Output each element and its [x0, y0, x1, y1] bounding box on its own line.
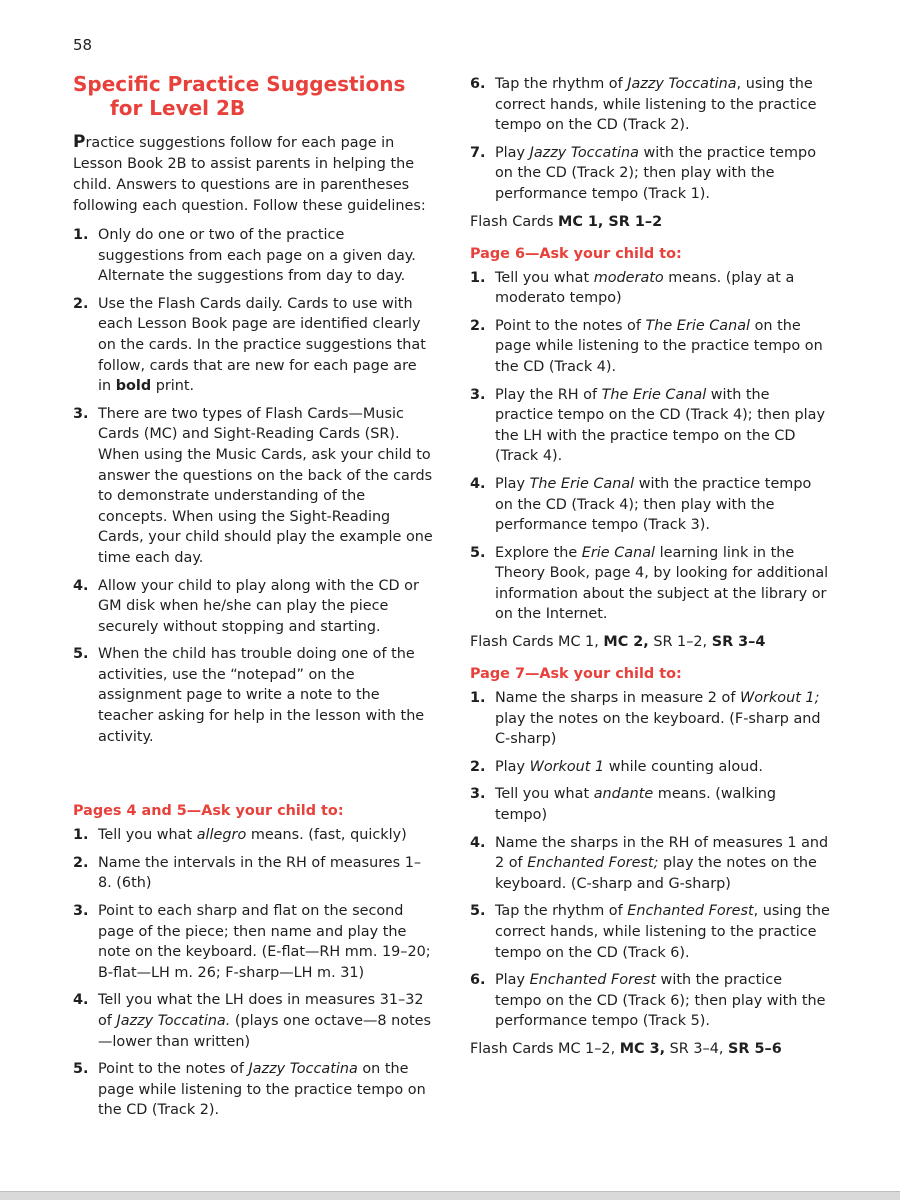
list-item — [470, 901, 830, 963]
page-7-list — [470, 688, 830, 1032]
item-text: learning link in the Theory Book, page 4, by looking for additional information about the subject at the library or on the Internet. — [495, 544, 829, 623]
item-text: on the page while listening to the practice tempo on the CD (Track 4). — [495, 317, 823, 375]
item-text: Point to each sharp and flat on the second page of the piece; then name and play the note on the keyboard. (E-flat—RH mm. 19–20; B-flat—LH m. 26; F-sharp—LH m. 31) — [98, 903, 431, 981]
list-item — [73, 1059, 433, 1121]
item-number: 5. — [470, 544, 486, 561]
page-bottom-edge — [0, 1191, 900, 1200]
italic-term: Erie Canal — [581, 544, 656, 561]
item-text: Play the RH of — [495, 386, 602, 403]
list-item — [470, 784, 830, 825]
item-text: , using the correct hands, while listening to the practice tempo on the CD (Track 2). — [495, 76, 817, 134]
list-item — [470, 474, 830, 536]
item-text: means. (walking tempo) — [495, 786, 777, 824]
item-number: 6. — [470, 76, 486, 92]
item-text: with the practice tempo on the CD (Track 4); then play the LH with the practice tempo on the CD (Track 4). — [495, 386, 825, 465]
page-title — [73, 72, 433, 120]
item-text: Name the intervals in the RH of measures 1–8. (6th) — [98, 854, 422, 892]
list-item — [470, 385, 830, 467]
italic-term: Enchanted Forest — [627, 903, 754, 920]
item-text: (plays one octave—8 notes—lower than written) — [98, 1013, 431, 1050]
intro-drop-cap: P — [73, 132, 86, 152]
list-item — [470, 74, 830, 136]
item-number: 6. — [470, 972, 486, 989]
item-text: Use the Flash Cards daily. Cards to use with each Lesson Book page are identified clearly on the cards. In the practice suggestions that follow, cards that are new for each page are in — [98, 295, 426, 395]
item-text: with the practice tempo on the CD (Track 6); then play with the performance tempo (Track 5). — [495, 972, 826, 1030]
list-item — [73, 825, 433, 846]
item-number: 7. — [470, 144, 486, 161]
flash-new-cards: SR 3–4 — [711, 634, 766, 651]
item-number: 3. — [470, 386, 486, 403]
pages-4-5-heading: Pages 4 and 5—Ask your child to: — [73, 803, 344, 820]
list-item — [73, 853, 433, 894]
flash-text: Flash Cards — [470, 213, 559, 230]
item-text: Allow your child to play along with the CD or GM disk when he/she can play the piece securely without stopping and starting. — [98, 577, 419, 635]
flash-new-cards: MC 3, — [619, 1040, 666, 1057]
italic-term: allegro — [196, 827, 247, 844]
list-item — [470, 268, 830, 309]
italic-term: andante — [593, 786, 654, 803]
item-number: 2. — [470, 317, 486, 334]
item-text: means. (fast, quickly) — [246, 827, 407, 844]
flash-cards-page-6 — [470, 632, 830, 652]
flash-text: Flash Cards MC 1, — [470, 634, 604, 651]
item-number: 1. — [73, 227, 89, 243]
item-text: There are two types of Flash Cards—Music Cards (MC) and Sight-Reading Cards (SR). When using the Music Cards, ask your child to answer the questions on the back of the cards to demonstrate understanding of the concepts. When using the Sight-Reading Cards, your child should play the example one time each day. — [98, 405, 433, 566]
item-text: Only do one or two of the practice suggestions from each page on a given day. Alternate the suggestions from day to day. — [98, 227, 416, 285]
list-item — [470, 833, 830, 895]
list-item — [470, 543, 830, 625]
item-text: print. — [151, 378, 195, 395]
flash-new-cards: SR 5–6 — [728, 1040, 782, 1057]
item-text: , using the correct hands, while listening to the practice tempo on the CD (Track 6). — [495, 903, 830, 961]
list-item — [73, 404, 433, 569]
item-text: play the notes on the keyboard. (F-sharp and C-sharp) — [495, 710, 821, 748]
item-text: Tap the rhythm of — [495, 76, 628, 92]
item-number: 4. — [73, 992, 89, 1009]
item-number: 4. — [470, 475, 486, 492]
flash-cards-page-7 — [470, 1039, 830, 1059]
item-number: 4. — [73, 577, 89, 594]
item-text: Point to the notes of — [98, 1061, 249, 1078]
item-text: Point to the notes of — [495, 317, 646, 334]
guidelines-list — [73, 225, 433, 747]
page-6-heading: Page 6—Ask your child to: — [470, 245, 682, 262]
item-number: 1. — [470, 690, 486, 707]
intro-text: ractice suggestions follow for each page in Lesson Book 2B to assist parents in helping the child. Answers to questions are in parentheses following each question. Follow these guidelines: — [73, 135, 426, 214]
italic-term: Jazzy Toccatina — [248, 1061, 358, 1078]
item-number: 5. — [73, 1061, 89, 1078]
pages-4-5-list-continued — [470, 74, 830, 205]
list-item — [470, 316, 830, 378]
flash-text: SR 1–2, — [648, 634, 712, 651]
list-item — [470, 757, 830, 778]
list-item — [73, 990, 433, 1052]
italic-term: The Erie Canal — [529, 475, 635, 492]
item-text: while counting aloud. — [604, 758, 763, 775]
item-text: Name the sharps in the RH of measures 1 and 2 of — [495, 834, 829, 872]
item-text: on the page while listening to the practice tempo on the CD (Track 2). — [98, 1061, 426, 1119]
item-text: Name the sharps in measure 2 of — [495, 690, 740, 707]
list-item — [470, 143, 830, 205]
flash-new-cards: MC 2, — [603, 634, 649, 651]
list-item — [73, 225, 433, 287]
flash-text: Flash Cards MC 1–2, — [470, 1040, 620, 1057]
item-number: 4. — [470, 834, 486, 851]
item-text: Play — [495, 475, 530, 492]
item-text: Play — [495, 144, 530, 161]
item-text: means. (play at a moderato tempo) — [495, 269, 795, 307]
item-number: 2. — [73, 854, 89, 871]
item-text: When the child has trouble doing one of the activities, use the “notepad” on the assignment page to write a note to the teacher asking for help in the lesson with the activity. — [98, 646, 425, 745]
page-6-list — [470, 268, 830, 626]
italic-term: The Erie Canal — [601, 386, 707, 403]
item-text: with the practice tempo on the CD (Track 4); then play with the performance tempo (Track 3). — [495, 475, 812, 534]
item-text: Tap the rhythm of — [495, 903, 628, 920]
item-text: with the practice tempo on the CD (Track 2); then play with the performance tempo (Track 1). — [495, 144, 816, 202]
list-item — [73, 644, 433, 747]
item-number: 1. — [470, 269, 486, 286]
item-number: 2. — [73, 295, 89, 312]
title-line-2: for Level 2B — [110, 96, 246, 120]
bold-word: bold — [115, 378, 152, 395]
italic-term: Workout 1; — [740, 690, 820, 707]
item-number: 3. — [73, 405, 89, 422]
item-text: Explore the — [495, 544, 582, 561]
left-column — [73, 72, 433, 1128]
italic-term: Jazzy Toccatina. — [116, 1013, 231, 1029]
list-item — [73, 901, 433, 983]
list-item — [73, 576, 433, 638]
italic-term: Jazzy Toccatina — [529, 144, 639, 161]
item-text: play the notes on the keyboard. (C-sharp and G-sharp) — [495, 855, 817, 892]
title-line-1: Specific Practice Suggestions — [73, 72, 406, 96]
item-number: 1. — [73, 827, 89, 844]
italic-term: moderato — [593, 269, 664, 286]
flash-new-cards: MC 1, SR 1–2 — [558, 213, 663, 230]
italic-term: Workout 1 — [529, 758, 605, 775]
page-7-heading: Page 7—Ask your child to: — [470, 666, 682, 683]
list-item — [470, 970, 830, 1032]
item-number: 3. — [470, 786, 486, 803]
item-text: Tell you what — [495, 786, 594, 803]
list-item — [73, 294, 433, 397]
flash-cards-pages-4-5 — [470, 212, 830, 232]
intro-paragraph — [73, 132, 433, 217]
right-column — [470, 74, 830, 1073]
item-number: 2. — [470, 758, 486, 775]
italic-term: Jazzy Toccatina — [627, 76, 737, 92]
item-number: 3. — [73, 903, 89, 920]
item-text: Tell you what — [98, 827, 197, 844]
pages-4-5-list — [73, 825, 433, 1121]
item-number: 5. — [470, 903, 486, 920]
item-text: Tell you what — [495, 269, 594, 286]
item-number: 5. — [73, 646, 89, 663]
item-text: Tell you what the LH does in measures 31–32 of — [98, 992, 424, 1029]
page-number: 58 — [73, 36, 93, 54]
italic-term: The Erie Canal — [645, 317, 751, 334]
item-text: Play — [495, 758, 530, 775]
item-text: Play — [495, 972, 530, 989]
flash-text: SR 3–4, — [665, 1040, 729, 1057]
list-item — [470, 688, 830, 750]
italic-term: Enchanted Forest — [529, 972, 656, 989]
italic-term: Enchanted Forest; — [527, 855, 659, 872]
